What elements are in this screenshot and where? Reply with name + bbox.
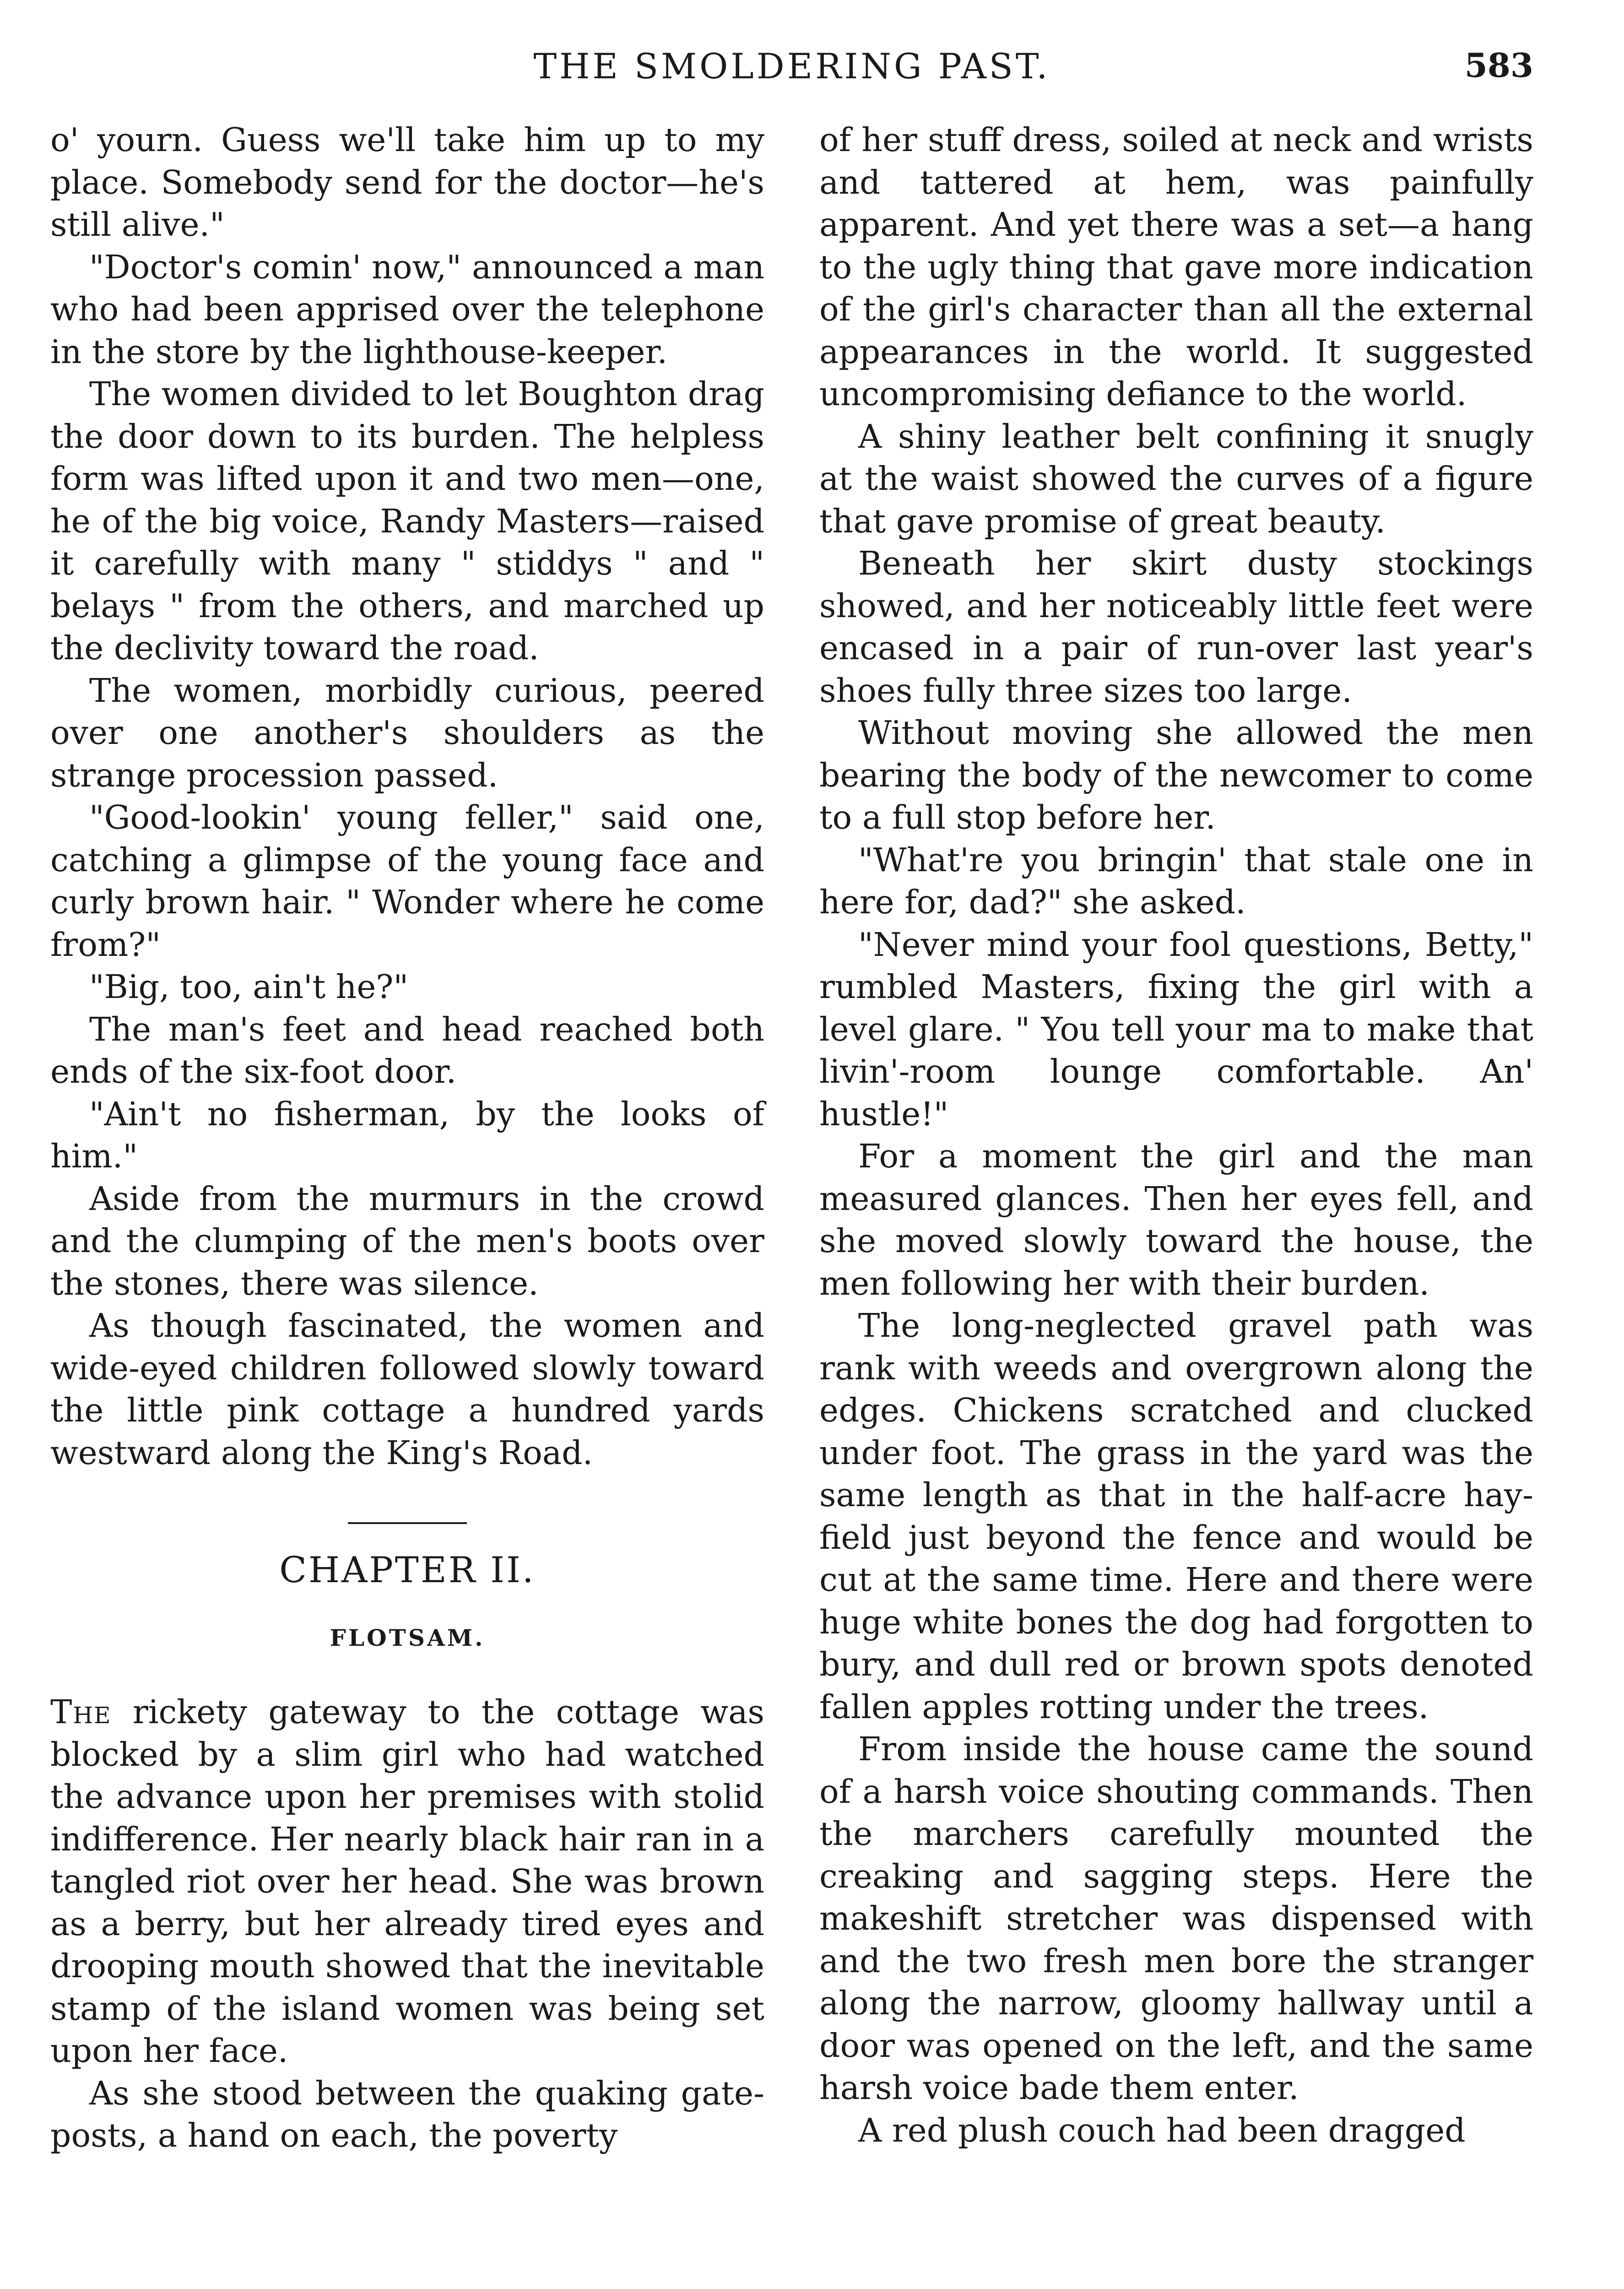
paragraph: A red plush couch had been dragged — [858, 2111, 1466, 2149]
chapter-opening-paragraph — [50, 1691, 764, 2072]
right-column — [819, 119, 1533, 2157]
chapter-subtitle: FLOTSAM. — [330, 1624, 485, 1651]
running-title: THE SMOLDERING PAST. — [533, 46, 1050, 87]
chapter-divider-rule — [348, 1522, 467, 1524]
paragraph: "Doctor's comin' now," announced a man who had been apprised over the telephone in the store by the lighthouse-keeper. — [50, 248, 764, 371]
running-header — [50, 46, 1533, 105]
paragraph: Beneath her skirt dusty stockings showed, and her noticeably little feet were encased in a pair of run-over last year's shoes fully three sizes too large. — [819, 544, 1533, 710]
paragraph: The women, morbidly curious, peered over one another's shoulders as the strange procession passed. — [50, 671, 764, 794]
left-column — [50, 119, 764, 2157]
chapter-opening-word: The — [50, 1693, 112, 1731]
text-columns — [50, 119, 1533, 2157]
paragraph: "Good-lookin' young feller," said one, catching a glimpse of the young face and curly brown hair. " Wonder where he come from?" — [50, 798, 764, 964]
paragraph: As though fascinated, the women and wide-eyed children followed slowly toward the little pink cottage a hundred yards westward along the King's Road. — [50, 1307, 764, 1472]
chapter-heading: CHAPTER II. — [279, 1550, 536, 1591]
paragraph: o' yourn. Guess we'll take him up to my place. Somebody send for the doctor—he's still alive." — [50, 121, 764, 244]
paragraph: "Never mind your fool questions, Betty," rumbled Masters, fixing the girl with a level glare. " You tell your ma to make that livin'-room lounge comfortable. An' hustle!" — [819, 925, 1533, 1133]
paragraph: The women divided to let Boughton drag the door down to its burden. The helpless form was lifted upon it and two men—one, he of the big voice, Randy Masters—raised it carefully with many " stiddys " and " belays " from the others, and marched up the declivity toward the road. — [50, 375, 764, 667]
paragraph: "What're you bringin' that stale one in here for, dad?" she asked. — [819, 841, 1533, 921]
paragraph: The man's feet and head reached both ends of the six-foot door. — [50, 1010, 764, 1090]
paragraph: Aside from the murmurs in the crowd and the clumping of the men's boots over the stones, there was silence. — [50, 1179, 764, 1302]
paragraph: As she stood between the quaking gate-posts, a hand on each, the poverty — [50, 2074, 764, 2154]
paragraph: A shiny leather belt confining it snugly at the waist showed the curves of a figure that gave promise of great beauty. — [819, 417, 1533, 540]
paragraph: For a moment the girl and the man measured glances. Then her eyes fell, and she moved slowly toward the house, the men following her with their burden. — [819, 1137, 1533, 1302]
paragraph: Without moving she allowed the men bearing the body of the newcomer to come to a full stop before her. — [819, 714, 1533, 836]
paragraph: The long-neglected gravel path was rank with weeds and overgrown along the edges. Chickens scratched and clucked under foot. The grass in the yard was the same length as that in the half-acre hay-field just beyond the fence and would be cut at the same time. Here and there were huge white bones the dog had forgotten to bury, and dull red or brown spots denoted fallen apples rotting under the trees. — [819, 1307, 1533, 1726]
page-number: 583 — [1464, 46, 1533, 85]
paragraph: From inside the house came the sound of a harsh voice shouting commands. Then the marchers carefully mounted the creaking and sagging steps. Here the makeshift stretcher was dispensed with and the two fresh men bore the stranger along the narrow, gloomy hallway until a door was opened on the left, and the same harsh voice bade them enter. — [819, 1730, 1533, 2107]
paragraph: "Big, too, ain't he?" — [89, 968, 409, 1006]
paragraph: "Ain't no fisherman, by the looks of him." — [50, 1095, 764, 1175]
book-page — [50, 46, 1533, 2289]
chapter-opening-text: rickety gateway to the cottage was blocked by a slim girl who had watched the advance upon her premises with stolid indifference. Her nearly black hair ran in a tangled riot over her head. She was brown as a berry, but her already tired eyes and drooping mouth showed that the inevitable stamp of the island women was being set upon her face. — [50, 1693, 764, 2070]
paragraph: of her stuff dress, soiled at neck and wrists and tattered at hem, was painfully apparent. And yet there was a set—a hang to the ugly thing that gave more indication of the girl's character than all the external appearances in the world. It suggested uncompromising defiance to the world. — [819, 121, 1533, 413]
